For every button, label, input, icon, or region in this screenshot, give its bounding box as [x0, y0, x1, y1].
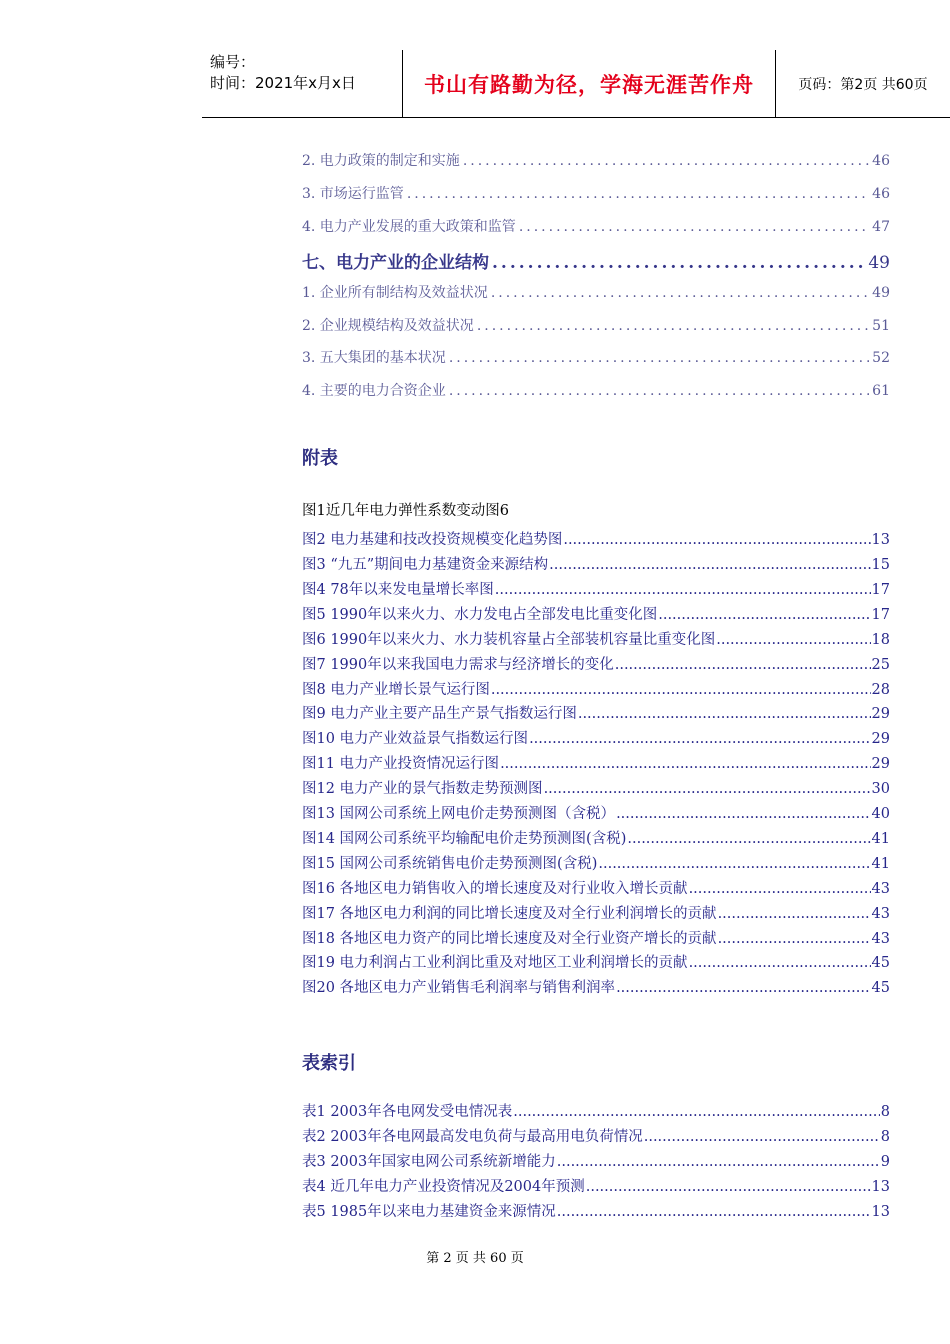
figure-list-item[interactable] [302, 499, 890, 519]
figure-list-item[interactable] [302, 777, 890, 797]
toc-leader-dots [519, 219, 869, 235]
figure-item-label: 图11 电力产业投资情况运行图 [302, 756, 500, 772]
figure-list-item[interactable] [302, 553, 890, 573]
figure-item-label: 图4 78年以来发电量增长率图 [302, 582, 494, 598]
figure-item-page: 15 [871, 557, 890, 573]
figure-item-page: 17 [871, 582, 890, 598]
toc-entry-label: 3. 市场运行监管 [302, 186, 404, 202]
toc-entry[interactable] [302, 150, 890, 170]
table-item-page: 13 [871, 1204, 890, 1220]
figure-list-item[interactable] [302, 752, 890, 772]
header-page-number: 页码：第2页 共60页 [798, 76, 928, 93]
figure-item-label: 图20 各地区电力产业销售毛利润率与销售利润率 [302, 980, 616, 996]
toc-leader-dots [449, 350, 869, 366]
figure-list-item[interactable] [302, 603, 890, 623]
toc-entry-label: 2. 电力政策的制定和实施 [302, 153, 460, 169]
document-number-label: 编号： [210, 53, 256, 71]
figure-list-item[interactable] [302, 902, 890, 922]
leader-dots [544, 781, 871, 797]
leader-dots [718, 906, 871, 922]
table-item-label: 表5 1985年以来电力基建资金来源情况 [302, 1204, 556, 1220]
leader-dots [529, 731, 870, 747]
toc-entry-page: 51 [872, 318, 890, 334]
figure-item-label: 图6 1990年以来火力、水力装机容量占全部装机容量比重变化图 [302, 632, 716, 648]
figure-item-label: 图9 电力产业主要产品生产景气指数运行图 [302, 706, 577, 722]
leader-dots [718, 931, 871, 947]
figure-item-page: 41 [871, 831, 890, 847]
figure-list-item[interactable] [302, 727, 890, 747]
leader-dots [549, 557, 870, 573]
leader-dots [716, 632, 870, 648]
figure-list-item[interactable] [302, 628, 890, 648]
leader-dots [513, 1104, 880, 1120]
leader-dots [586, 1179, 871, 1195]
figure-item-page: 43 [871, 906, 890, 922]
figure-item-page: 18 [871, 632, 890, 648]
figure-list-item[interactable] [302, 852, 890, 872]
leader-dots [658, 607, 870, 623]
leader-dots [616, 980, 870, 996]
figure-list-item[interactable] [302, 578, 890, 598]
leader-dots [563, 532, 870, 548]
figure-item-page: 43 [871, 881, 890, 897]
figure-list-item[interactable] [302, 827, 890, 847]
toc-entry-page: 47 [872, 219, 890, 235]
figure-list-item[interactable] [302, 877, 890, 897]
toc-entry[interactable] [302, 347, 890, 367]
table-list-item[interactable] [302, 1175, 890, 1195]
figure-item-label: 图2 电力基建和技改投资规模变化趋势图 [302, 532, 563, 548]
toc-entry-page: 46 [872, 186, 890, 202]
leader-dots [616, 806, 870, 822]
figure-item-page: 30 [871, 781, 890, 797]
table-list-item[interactable] [302, 1100, 890, 1120]
figure-list-item[interactable] [302, 927, 890, 947]
leader-dots [557, 1204, 871, 1220]
figure-item-page: 17 [871, 607, 890, 623]
header-motto: 书山有路勤为径，学海无涯苦作舟 [424, 71, 754, 97]
figure-item-page: 45 [871, 955, 890, 971]
tables-section-title: 表索引 [302, 1053, 356, 1074]
toc-entry-page: 52 [872, 350, 890, 366]
table-list-item[interactable] [302, 1150, 890, 1170]
leader-dots [689, 955, 871, 971]
toc-leader-dots [407, 186, 869, 202]
toc-entry[interactable] [302, 380, 890, 400]
figure-list-item[interactable] [302, 528, 890, 548]
figure-list-item[interactable] [302, 976, 890, 996]
figure-item-page: 41 [871, 856, 890, 872]
leader-dots [615, 657, 871, 673]
toc-entry-page: 49 [872, 285, 890, 301]
leader-dots [627, 831, 870, 847]
page-header [202, 50, 950, 118]
figures-section-title: 附表 [302, 448, 338, 469]
figure-list-item[interactable] [302, 653, 890, 673]
figure-item-page: 25 [871, 657, 890, 673]
table-item-page: 8 [880, 1104, 890, 1120]
figure-list-item[interactable] [302, 678, 890, 698]
figure-item-label: 图17 各地区电力利润的同比增长速度及对全行业利润增长的贡献 [302, 906, 717, 922]
table-item-page: 9 [880, 1154, 890, 1170]
figure-item-page: 13 [871, 532, 890, 548]
toc-entry-label: 1. 企业所有制结构及效益状况 [302, 285, 488, 301]
table-item-label: 表1 2003年各电网发受电情况表 [302, 1104, 513, 1120]
toc-entry-label: 七、电力产业的企业结构 [302, 253, 489, 273]
figure-item-label: 图13 国网公司系统上网电价走势预测图（含税） [302, 806, 616, 822]
toc-entry[interactable] [302, 216, 890, 236]
toc-leader-dots [463, 153, 869, 169]
figure-list-item[interactable] [302, 702, 890, 722]
figure-item-label: 图16 各地区电力销售收入的增长速度及对行业收入增长贡献 [302, 881, 688, 897]
table-list-item[interactable] [302, 1125, 890, 1145]
toc-leader-dots [491, 285, 869, 301]
figure-item-label: 图3 “九五”期间电力基建资金来源结构 [302, 557, 549, 573]
toc-entry[interactable] [302, 315, 890, 335]
toc-entry-label: 2. 企业规模结构及效益状况 [302, 318, 474, 334]
page-footer: 第 2 页 共 60 页 [426, 1251, 524, 1266]
leader-dots [557, 1154, 880, 1170]
figure-item-label: 图14 国网公司系统平均输配电价走势预测图(含税) [302, 831, 627, 847]
figure-item-label: 图5 1990年以来火力、水力发电占全部发电比重变化图 [302, 607, 658, 623]
figure-item-label: 图19 电力利润占工业利润比重及对地区工业利润增长的贡献 [302, 955, 688, 971]
document-time-label: 时间：2021年x月x日 [210, 74, 356, 92]
figure-item-page: 29 [871, 731, 890, 747]
figure-item-label: 图7 1990年以来我国电力需求与经济增长的变化 [302, 657, 614, 673]
figure-list-item[interactable] [302, 951, 890, 971]
table-item-label: 表4 近几年电力产业投资情况及2004年预测 [302, 1179, 585, 1195]
leader-dots [500, 756, 870, 772]
figure-item-label: 图15 国网公司系统销售电价走势预测图(含税) [302, 856, 598, 872]
toc-entry-label: 4. 电力产业发展的重大政策和监管 [302, 219, 516, 235]
figure-item-label: 图1近几年电力弹性系数变动图6 [302, 503, 509, 519]
toc-entry-page: 49 [868, 253, 890, 273]
figure-list-item[interactable] [302, 802, 890, 822]
toc-entry-label: 4. 主要的电力合资企业 [302, 383, 446, 399]
table-list-item[interactable] [302, 1200, 890, 1220]
toc-leader-dots [449, 383, 869, 399]
figure-item-page: 29 [871, 756, 890, 772]
figure-item-label: 图10 电力产业效益景气指数运行图 [302, 731, 529, 747]
toc-leader-dots [492, 253, 865, 273]
toc-entry[interactable] [302, 282, 890, 302]
figure-item-page: 45 [871, 980, 890, 996]
table-item-page: 8 [880, 1129, 890, 1145]
leader-dots [689, 881, 871, 897]
table-item-label: 表3 2003年国家电网公司系统新增能力 [302, 1154, 556, 1170]
table-item-page: 13 [871, 1179, 890, 1195]
leader-dots [644, 1129, 880, 1145]
toc-entry-label: 3. 五大集团的基本状况 [302, 350, 446, 366]
table-item-label: 表2 2003年各电网最高发电负荷与最高用电负荷情况 [302, 1129, 643, 1145]
figure-item-label: 图12 电力产业的景气指数走势预测图 [302, 781, 543, 797]
figure-item-label: 图18 各地区电力资产的同比增长速度及对全行业资产增长的贡献 [302, 931, 717, 947]
figure-item-page: 28 [871, 682, 890, 698]
leader-dots [495, 582, 871, 598]
figure-item-page: 40 [871, 806, 890, 822]
leader-dots [578, 706, 871, 722]
toc-entry-page: 46 [872, 153, 890, 169]
toc-entry[interactable] [302, 183, 890, 203]
toc-leader-dots [477, 318, 869, 334]
header-meta [210, 52, 400, 94]
leader-dots [491, 682, 871, 698]
toc-chapter-entry[interactable] [302, 248, 890, 273]
figure-item-page: 29 [871, 706, 890, 722]
toc-entry-page: 61 [872, 383, 890, 399]
figure-item-label: 图8 电力产业增长景气运行图 [302, 682, 490, 698]
figure-item-page: 43 [871, 931, 890, 947]
leader-dots [598, 856, 870, 872]
